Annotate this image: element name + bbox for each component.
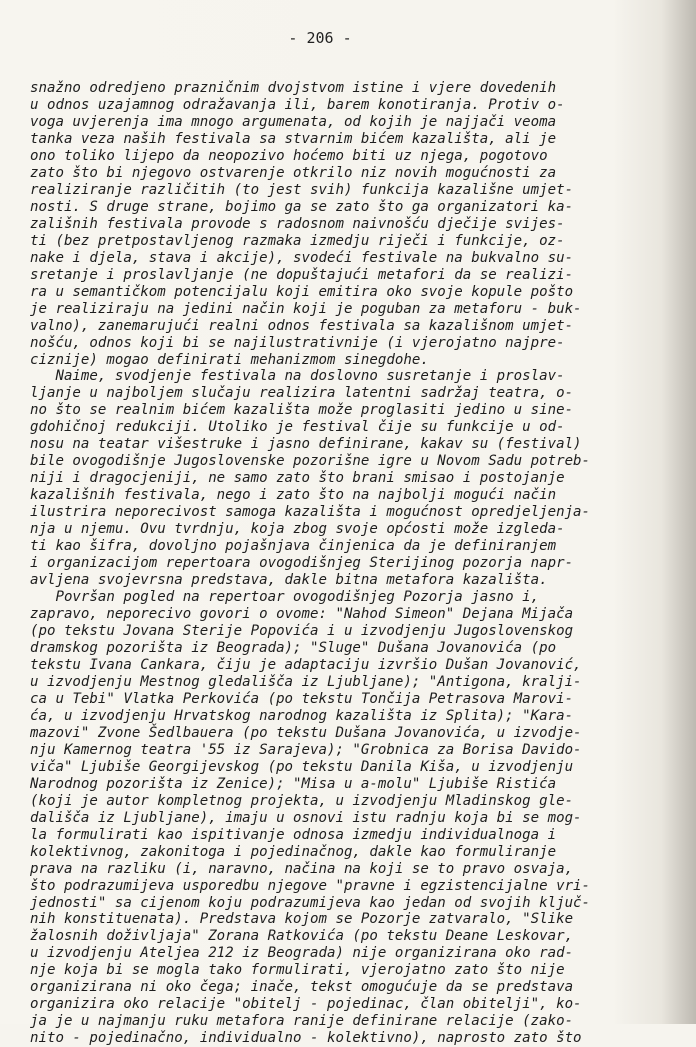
text-line: la formulirati kao ispitivanje odnosa izmedju individualnoga i bbox=[30, 826, 557, 843]
text-line: nja u njemu. Ovu tvrdnju, koja zbog svoje općosti može izgleda- bbox=[30, 521, 565, 538]
text-line: je realiziraju na jedini način koji je poguban za metaforu - buk- bbox=[30, 300, 582, 317]
text-line: tekstu Ivana Cankara, čiju je adaptaciju izvršio Dušan Jovanović, bbox=[30, 656, 582, 673]
body-text bbox=[30, 80, 670, 1047]
text-line: bile ovogodišnje Jugoslovenske pozorišne igre u Novom Sadu potreb- bbox=[30, 453, 591, 470]
text-line: u izvodjenju Ateljea 212 iz Beograda) nije organizirana oko rad- bbox=[30, 945, 574, 962]
text-line: (koji je autor kompletnog projekta, u izvodjenju Mladinskog gle- bbox=[30, 792, 574, 809]
text-line: viča" Ljubiše Georgijevskog (po tekstu Danila Kiša, u izvodjenju bbox=[30, 758, 574, 775]
text-line: nju Kamernog teatra '55 iz Sarajeva); "Grobnica za Borisa Davido- bbox=[30, 741, 582, 758]
text-line: kazališnih festivala, nego i zato što na najbolji mogući način bbox=[30, 487, 557, 504]
text-line: zapravo, neporecivo govori o ovome: "Nahod Simeon" Dejana Mijača bbox=[30, 606, 574, 623]
text-line: nje koja bi se mogla tako formulirati, vjerojatno zato što nije bbox=[30, 962, 565, 979]
text-line: avljena svojevrsna predstava, dakle bitna metafora kazališta. bbox=[30, 572, 548, 589]
text-line: nošću, odnos koji bi se najilustrativnije (i vjerojatno najpre- bbox=[30, 334, 565, 351]
text-line: ono toliko lijepo da neopozivo hoćemo biti uz njega, pogotovo bbox=[30, 147, 548, 164]
text-line: ti kao šifra, dovoljno pojašnjava činjenica da je definiranjem bbox=[30, 538, 557, 555]
text-line: zato što bi njegovo ostvarenje otkrilo niz novih mogućnosti za bbox=[30, 164, 557, 181]
page-number: - 206 - bbox=[288, 29, 352, 47]
text-line: Narodnog pozorišta iz Zenice); "Misa u a-molu" Ljubiše Ristića bbox=[30, 775, 557, 792]
text-line: tanka veza naših festivala sa stvarnim bićem kazališta, ali je bbox=[30, 130, 557, 147]
text-line: u odnos uzajamnog odražavanja ili, barem konotiranja. Protiv o- bbox=[30, 96, 565, 113]
text-line: ljanje u najboljem slučaju realizira latentni sadržaj teatra, o- bbox=[30, 385, 574, 402]
text-line: ca u Tebi" Vlatka Perkovića (po tekstu Tončija Petrasova Marovi- bbox=[30, 690, 574, 707]
text-line: organizirana ni oko čega; inače, tekst omogućuje da se predstava bbox=[30, 979, 574, 996]
text-line: mazovi" Zvone Šedlbauera (po tekstu Dušana Jovanovića, u izvodje- bbox=[30, 724, 582, 741]
text-line: ća, u izvodjenju Hrvatskog narodnog kazališta iz Splita); "Kara- bbox=[30, 707, 574, 724]
text-line: sretanje i proslavljanje (ne dopuštajući metafori da se realizi- bbox=[30, 266, 574, 283]
text-line: dališča iz Ljubljane), imaju u osnovi istu radnju koja bi se mog- bbox=[30, 809, 582, 826]
text-line: zališnih festivala provode s radosnom naivnošću dječije svijes- bbox=[30, 215, 565, 232]
text-line: valno), zanemarujući realni odnos festivala sa kazališnom umjet- bbox=[30, 317, 574, 334]
text-line: žalosnih doživljaja" Zorana Ratkovića (po tekstu Deane Leskovar, bbox=[30, 928, 574, 945]
text-line: realiziranje različitih (to jest svih) funkcija kazališne umjet- bbox=[30, 181, 574, 198]
text-line: nosti. S druge strane, bojimo ga se zato što ga organizatori ka- bbox=[30, 198, 574, 215]
text-line: ilustrira neporecivost samoga kazališta i mogućnost opredjeljenja- bbox=[30, 504, 591, 521]
text-line: kolektivnog, zakonitoga i pojedinačnog, dakle kao formuliranje bbox=[30, 843, 557, 860]
text-line: ra u semantičkom potencijalu koji emitira oko svoje kopule pošto bbox=[30, 283, 574, 300]
text-line: nake i djela, stava i akcije), svodeći festivale na bukvalno su- bbox=[30, 249, 574, 266]
text-line: nosu na teatar višestruke i jasno definirane, kakav su (festival) bbox=[30, 436, 582, 453]
text-line: ja je u najmanju ruku metafora ranije definirane relacije (zako- bbox=[30, 1013, 574, 1030]
text-line: niji i dragocjeniji, ne samo zato što brani smisao i postojanje bbox=[30, 470, 565, 487]
text-line: nito - pojedinačno, individualno - kolektivno), naprosto zato što bbox=[30, 1030, 582, 1047]
text-line: Naime, svodjenje festivala na doslovno susretanje i proslav- bbox=[30, 368, 565, 385]
text-line: snažno odredjeno prazničnim dvojstvom istine i vjere dovedenih bbox=[30, 80, 557, 96]
text-line: i organizacijom repertoara ovogodišnjeg Sterijinog pozorja napr- bbox=[30, 555, 574, 572]
text-line: u izvodjenju Mestnog gledališča iz Ljubljane); "Antigona, kralji- bbox=[30, 673, 582, 690]
text-line: jednosti" sa cijenom koju podrazumijeva kao jedan od svojih ključ- bbox=[30, 894, 591, 911]
text-line: voga uvjerenja ima mnogo argumenata, od kojih je najjači veoma bbox=[30, 113, 557, 130]
text-line: organizira oko relacije "obitelj - pojedinac, član obitelji", ko- bbox=[30, 996, 582, 1013]
text-line: (po tekstu Jovana Sterije Popovića i u izvodjenju Jugoslovenskog bbox=[30, 623, 574, 639]
text-line: dramskog pozorišta iz Beograda); "Sluge" Dušana Jovanovića (po bbox=[30, 639, 557, 656]
text-line: ciznije) mogao definirati mehanizmom sinegdohe. bbox=[30, 351, 429, 368]
text-line: ti (bez pretpostavljenog razmaka izmedju riječi i funkcije, oz- bbox=[30, 232, 565, 249]
text-line: prava na razliku (i, naravno, načina na koji se to pravo osvaja, bbox=[30, 860, 574, 877]
text-line: što podrazumijeva usporedbu njegove "pravne i egzistencijalne vri- bbox=[30, 877, 591, 894]
text-line: gdohičnoj redukciji. Utoliko je festival čije su funkcije u od- bbox=[30, 419, 565, 436]
text-line: no što se realnim bićem kazališta može proglasiti jedino u sine- bbox=[30, 402, 574, 419]
text-line: Površan pogled na repertoar ovogodišnjeg Pozorja jasno i, bbox=[30, 589, 540, 606]
text-line: nih konstituenata). Predstava kojom se Pozorje zatvaralo, "Slike bbox=[30, 911, 574, 928]
